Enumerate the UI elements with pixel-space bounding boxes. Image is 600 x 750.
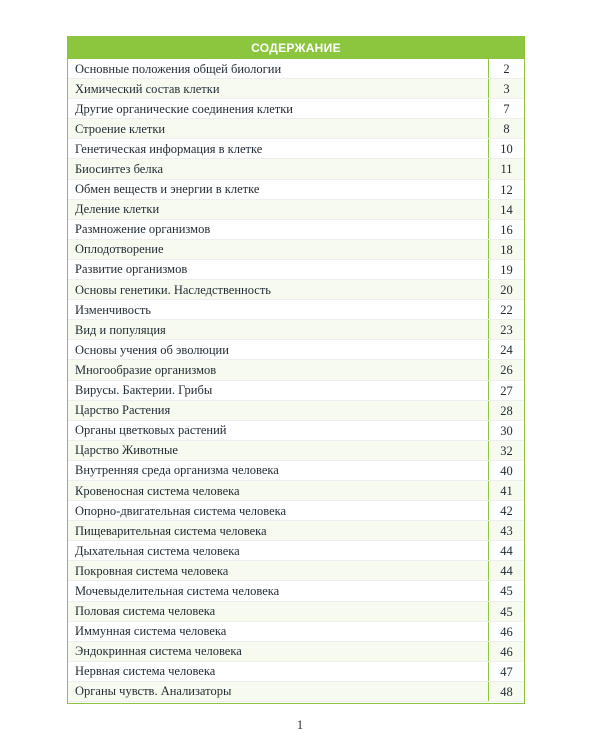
toc-entry-page: 46: [488, 642, 524, 661]
toc-entry-title: Кровеносная система человека: [75, 483, 240, 498]
table-of-contents: [67, 36, 525, 704]
toc-entry-page: 20: [488, 280, 524, 299]
toc-entry-title: Оплодотворение: [75, 242, 164, 257]
toc-entry-page: 43: [488, 521, 524, 540]
toc-entry-page: 28: [488, 401, 524, 420]
toc-entry-page: 11: [488, 159, 524, 178]
toc-entry-page: 42: [488, 501, 524, 520]
toc-entry-title: Химический состав клетки: [75, 81, 220, 96]
toc-row[interactable]: [68, 622, 524, 642]
toc-entry-title: Царство Растения: [75, 403, 171, 418]
toc-row[interactable]: [68, 260, 524, 280]
toc-row[interactable]: [68, 381, 524, 401]
toc-entry-title: Вирусы. Бактерии. Грибы: [75, 383, 213, 398]
toc-entry-title: Изменчивость: [75, 302, 152, 317]
toc-row[interactable]: [68, 541, 524, 561]
toc-row[interactable]: [68, 561, 524, 581]
toc-entry-page: 45: [488, 602, 524, 621]
toc-entry-page: 7: [488, 99, 524, 118]
toc-row[interactable]: [68, 501, 524, 521]
toc-entry-page: 27: [488, 381, 524, 400]
toc-row[interactable]: [68, 99, 524, 119]
toc-row[interactable]: [68, 200, 524, 220]
toc-entry-title: Иммунная система человека: [75, 624, 227, 639]
toc-entry-title: Эндокринная система человека: [75, 644, 242, 659]
toc-entry-page: 26: [488, 360, 524, 379]
toc-entry-page: 14: [488, 200, 524, 219]
toc-entry-title: Деление клетки: [75, 202, 160, 217]
toc-rows: [68, 59, 524, 702]
toc-entry-page: 30: [488, 421, 524, 440]
toc-entry-title: Размножение организмов: [75, 222, 211, 237]
toc-row[interactable]: [68, 441, 524, 461]
toc-entry-title: Вид и популяция: [75, 322, 166, 337]
toc-row[interactable]: [68, 401, 524, 421]
toc-entry-page: 19: [488, 260, 524, 279]
toc-entry-title: Многообразие организмов: [75, 362, 217, 377]
toc-row[interactable]: [68, 360, 524, 380]
toc-entry-title: Основы учения об эволюции: [75, 342, 229, 357]
toc-entry-title: Обмен веществ и энергии в клетке: [75, 182, 260, 197]
toc-row[interactable]: [68, 662, 524, 682]
toc-entry-page: 12: [488, 180, 524, 199]
toc-entry-title: Биосинтез белка: [75, 162, 163, 177]
toc-row[interactable]: [68, 220, 524, 240]
toc-entry-title: Пищеварительная система человека: [75, 523, 267, 538]
toc-row[interactable]: [68, 642, 524, 662]
toc-entry-page: 32: [488, 441, 524, 460]
toc-entry-title: Органы цветковых растений: [75, 423, 227, 438]
toc-row[interactable]: [68, 119, 524, 139]
toc-row[interactable]: [68, 421, 524, 441]
toc-row[interactable]: [68, 481, 524, 501]
toc-row[interactable]: [68, 240, 524, 260]
toc-entry-title: Генетическая информация в клетке: [75, 141, 263, 156]
toc-row[interactable]: [68, 300, 524, 320]
toc-entry-page: 44: [488, 541, 524, 560]
toc-entry-title: Нервная система человека: [75, 664, 216, 679]
toc-row[interactable]: [68, 180, 524, 200]
toc-row[interactable]: [68, 320, 524, 340]
toc-entry-page: 46: [488, 622, 524, 641]
toc-entry-title: Половая система человека: [75, 604, 216, 619]
toc-entry-page: 23: [488, 320, 524, 339]
toc-entry-page: 48: [488, 682, 524, 701]
toc-entry-page: 2: [488, 59, 524, 78]
toc-row[interactable]: [68, 461, 524, 481]
toc-entry-title: Основные положения общей биологии: [75, 61, 282, 76]
toc-entry-title: Дыхательная система человека: [75, 543, 240, 558]
toc-entry-title: Внутренняя среда организма человека: [75, 463, 279, 478]
toc-row[interactable]: [68, 59, 524, 79]
toc-row[interactable]: [68, 602, 524, 622]
toc-row[interactable]: [68, 79, 524, 99]
page-number: 1: [296, 717, 304, 732]
toc-row[interactable]: [68, 280, 524, 300]
toc-entry-page: 45: [488, 581, 524, 600]
toc-entry-page: 16: [488, 220, 524, 239]
toc-entry-page: 8: [488, 119, 524, 138]
toc-row[interactable]: [68, 581, 524, 601]
toc-entry-title: Царство Животные: [75, 443, 178, 458]
toc-entry-title: Органы чувств. Анализаторы: [75, 684, 232, 699]
toc-entry-title: Основы генетики. Наследственность: [75, 282, 271, 297]
toc-entry-page: 47: [488, 662, 524, 681]
toc-row[interactable]: [68, 159, 524, 179]
toc-entry-title: Покровная система человека: [75, 563, 229, 578]
toc-entry-page: 24: [488, 340, 524, 359]
toc-entry-title: Опорно-двигательная система человека: [75, 503, 287, 518]
toc-entry-title: Развитие организмов: [75, 262, 188, 277]
toc-entry-page: 18: [488, 240, 524, 259]
toc-entry-page: 10: [488, 139, 524, 158]
toc-header: СОДЕРЖАНИЕ: [68, 37, 524, 59]
toc-row[interactable]: [68, 682, 524, 702]
toc-entry-page: 44: [488, 561, 524, 580]
toc-row[interactable]: [68, 521, 524, 541]
toc-entry-title: Строение клетки: [75, 121, 166, 136]
toc-entry-title: Другие органические соединения клетки: [75, 101, 293, 116]
toc-row[interactable]: [68, 340, 524, 360]
toc-entry-page: 40: [488, 461, 524, 480]
toc-entry-page: 41: [488, 481, 524, 500]
toc-entry-page: 22: [488, 300, 524, 319]
toc-entry-page: 3: [488, 79, 524, 98]
toc-entry-title: Мочевыделительная система человека: [75, 583, 280, 598]
toc-row[interactable]: [68, 139, 524, 159]
